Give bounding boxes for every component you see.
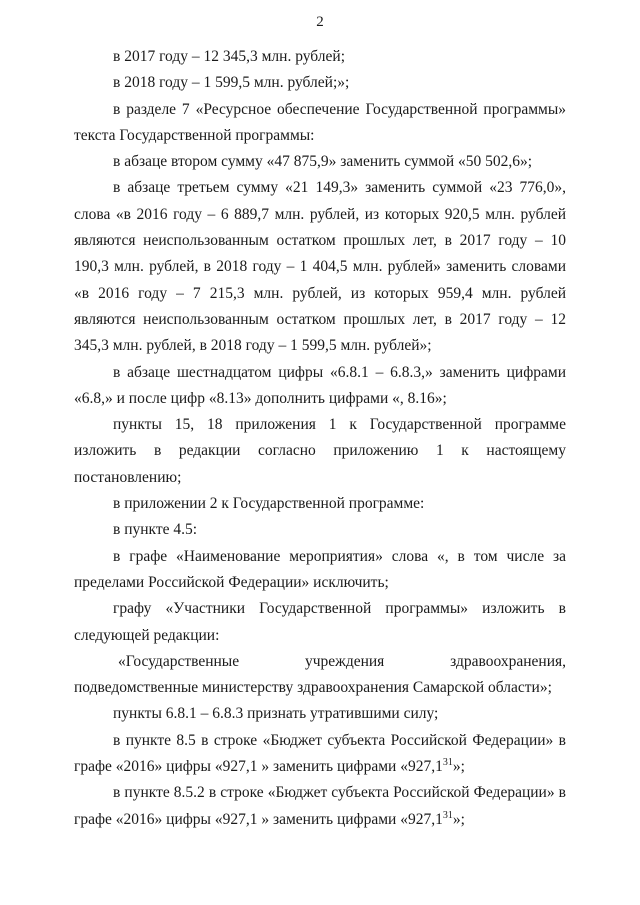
paragraph: в 2018 году – 1 599,5 млн. рублей;»; [113, 74, 350, 92]
paragraph: в 2017 году – 12 345,3 млн. рублей; [113, 48, 346, 65]
paragraph: в абзаце третьем сумму «21 149,3» заменить суммой «23 776,0», слова «в 2016 году – 6 889,7 млн. рублей, из которых 920,5 млн. рублей являются неиспользованным остатком прошлых лет, в 2017 году – 10 190,3 млн. рублей, в 2018 году – 1 404,5 млн. рублей» заменить словами «в 2016 году – 7 215,3 млн. рублей, из которых 959,4 млн. рублей являются неиспользованным остатком прошлых лет, в 2017 году – 12 345,3 млн. рублей, в 2018 году – 1 599,5 млн. рублей»; [74, 179, 566, 355]
paragraph: в абзаце втором сумму «47 875,9» заменить суммой «50 502,6»; [113, 153, 533, 171]
page-number: 2 [316, 14, 324, 30]
amendment-paragraph [74, 780, 566, 833]
amendment-text: в пункте 8.5.2 в строке «Бюджет субъекта Российской Федерации» в графе «2016» цифры «927,1 » заменить цифрами «927,1 [74, 784, 566, 828]
amendment-paragraph [74, 728, 566, 781]
paragraph: в пункте 4.5: [113, 521, 198, 539]
paragraph: пункты 6.8.1 – 6.8.3 признать утратившими силу; [113, 705, 439, 723]
paragraph: в разделе 7 «Ресурсное обеспечение Государственной программы» текста Государственной программы: [74, 100, 566, 144]
paragraph: графу «Участники Государственной программы» изложить в следующей редакции: [74, 600, 566, 644]
footnote-marker: 31 [442, 809, 453, 821]
amendment-text-end: »; [452, 810, 465, 828]
paragraph: в графе «Наименование мероприятия» слова «, в том числе за пределами Российской Федерации» исключить; [74, 547, 566, 591]
amendment-text: в пункте 8.5 в строке «Бюджет субъекта Российской Федерации» в графе «2016» цифры «927,1 » заменить цифрами «927,1 [74, 731, 566, 776]
amendment-text-end: »; [452, 758, 465, 776]
quoted-paragraph: «Государственные учреждения здравоохранения, подведомственные министерству здравоохранения Самарской области»; [74, 652, 566, 697]
footnote-marker: 31 [442, 757, 453, 769]
document-body [74, 44, 566, 833]
paragraph: пункты 15, 18 приложения 1 к Государственной программе изложить в редакции согласно приложению 1 к настоящему постановлению; [74, 416, 566, 486]
paragraph: в приложении 2 к Государственной программе: [113, 495, 425, 513]
paragraph: в абзаце шестнадцатом цифры «6.8.1 – 6.8.3,» заменить цифрами «6.8,» и после цифр «8.13» дополнить цифрами «, 8.16»; [74, 363, 566, 407]
